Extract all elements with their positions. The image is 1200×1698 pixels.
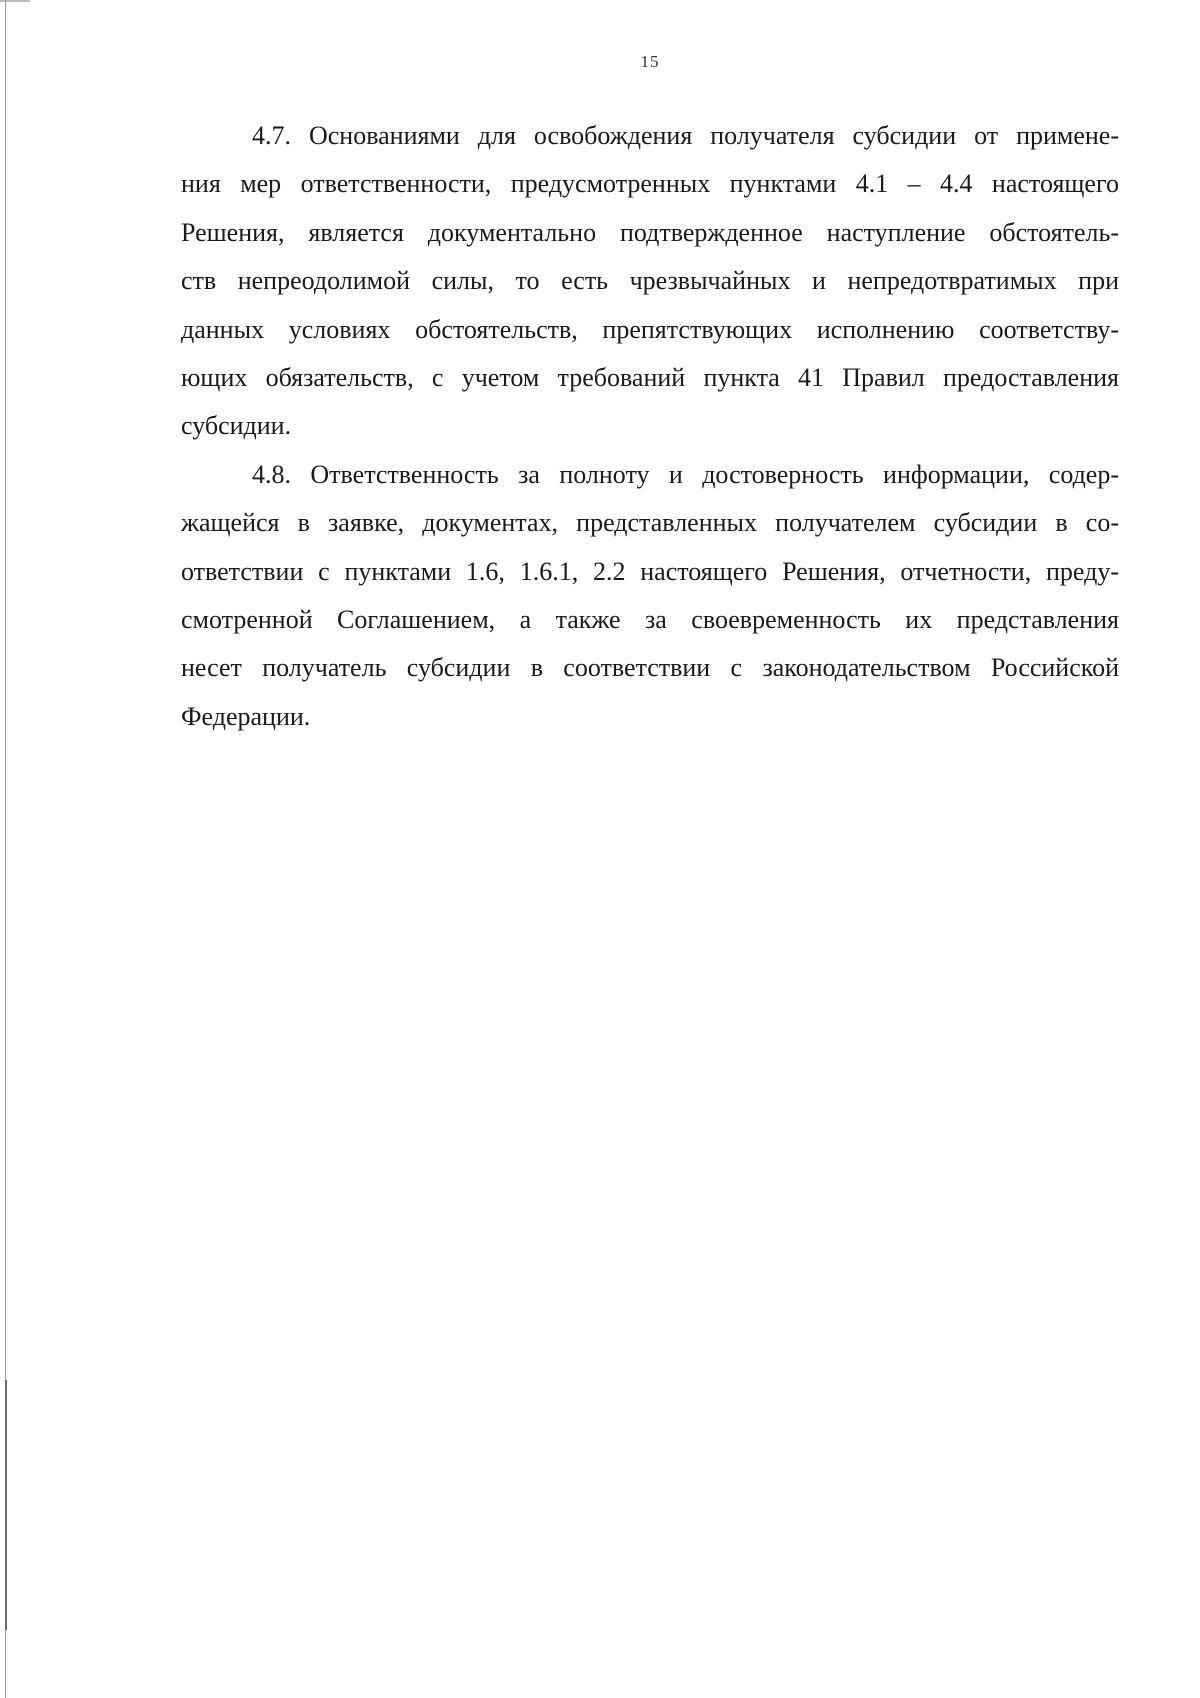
page-number: 15 bbox=[640, 52, 660, 71]
text-line: субсидии. bbox=[181, 411, 292, 441]
document-body bbox=[181, 112, 1119, 741]
text-line: смотренной Соглашением, а также за своевременность их представления bbox=[181, 604, 1119, 634]
scan-left-edge-shadow bbox=[5, 1380, 7, 1630]
text-line: ния мер ответственности, предусмотренных пунктами 4.1 – 4.4 настоящего bbox=[181, 169, 1119, 199]
text-line: 4.7. Основаниями для освобождения получателя субсидии от примене- bbox=[252, 121, 1119, 150]
text-line: несет получатель субсидии в соответствии с законодательством Российской bbox=[181, 653, 1119, 683]
text-line: ющих обязательств, с учетом требований пункта 41 Правил предоставления bbox=[181, 362, 1119, 392]
text-line: Федерации. bbox=[181, 701, 311, 731]
text-line: жащейся в заявке, документах, представленных получателем субсидии в со- bbox=[181, 508, 1119, 538]
text-line: 4.8. Ответственность за полноту и достоверность информации, содер- bbox=[252, 459, 1119, 489]
paragraph-4-7 bbox=[181, 112, 1119, 451]
text-line: ств непреодолимой силы, то есть чрезвычайных и непредотвратимых при bbox=[181, 266, 1119, 296]
text-line: данных условиях обстоятельств, препятствующих исполнению соответству- bbox=[181, 314, 1119, 344]
paragraph-4-8 bbox=[181, 451, 1119, 741]
text-line: Решения, является документально подтвержденное наступление обстоятель- bbox=[181, 217, 1119, 247]
text-line: ответствии с пунктами 1.6, 1.6.1, 2.2 настоящего Решения, отчетности, преду- bbox=[181, 556, 1119, 586]
